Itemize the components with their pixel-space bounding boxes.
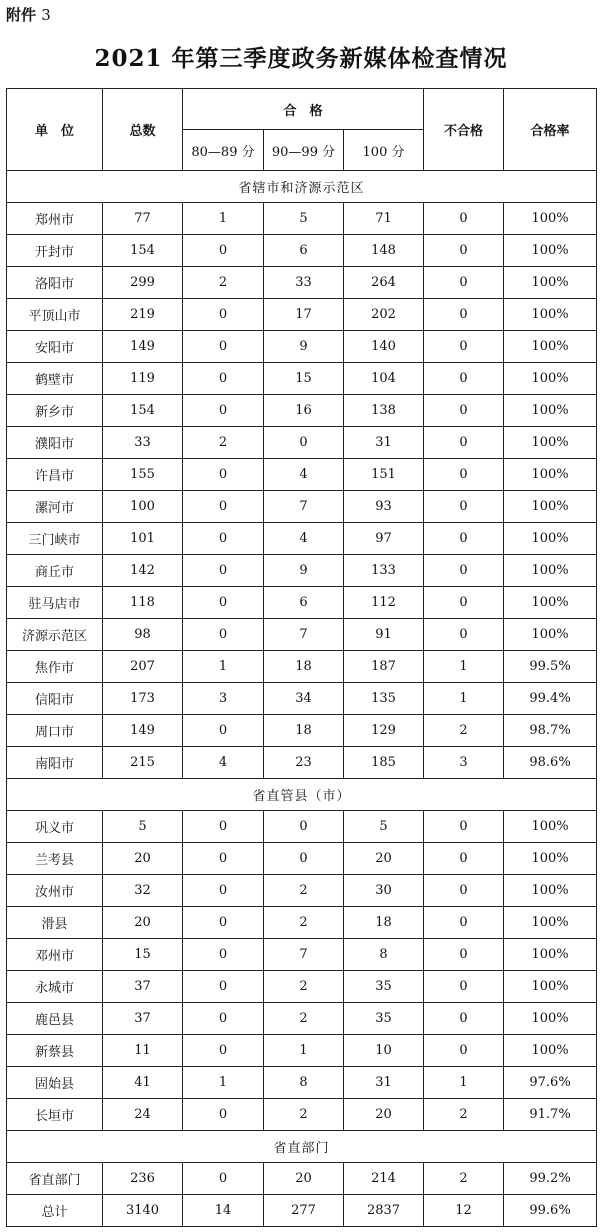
cell-unit: 驻马店市 bbox=[7, 587, 103, 619]
cell-band-90-99: 0 bbox=[264, 843, 344, 875]
header-rate: 合格率 bbox=[504, 89, 597, 171]
cell-band-80-89: 0 bbox=[183, 459, 264, 491]
cell-band-80-89: 0 bbox=[183, 619, 264, 651]
cell-rate: 98.6% bbox=[504, 747, 597, 779]
cell-rate: 100% bbox=[504, 491, 597, 523]
cell-band-100: 35 bbox=[344, 1003, 424, 1035]
cell-band-100: 31 bbox=[344, 1067, 424, 1099]
table-row bbox=[7, 1003, 597, 1035]
cell-total: 173 bbox=[103, 683, 183, 715]
cell-band-90-99: 2 bbox=[264, 1099, 344, 1131]
cell-rate: 100% bbox=[504, 587, 597, 619]
cell-rate: 100% bbox=[504, 619, 597, 651]
cell-total: 11 bbox=[103, 1035, 183, 1067]
cell-fail: 0 bbox=[424, 843, 504, 875]
cell-rate: 100% bbox=[504, 459, 597, 491]
cell-band-100: 148 bbox=[344, 235, 424, 267]
cell-unit: 鹿邑县 bbox=[7, 1003, 103, 1035]
cell-rate: 100% bbox=[504, 939, 597, 971]
cell-fail: 0 bbox=[424, 907, 504, 939]
cell-band-100: 264 bbox=[344, 267, 424, 299]
cell-band-90-99: 8 bbox=[264, 1067, 344, 1099]
cell-rate: 100% bbox=[504, 235, 597, 267]
cell-fail: 0 bbox=[424, 235, 504, 267]
cell-band-100: 18 bbox=[344, 907, 424, 939]
cell-fail: 3 bbox=[424, 747, 504, 779]
cell-band-100: 135 bbox=[344, 683, 424, 715]
cell-rate: 99.5% bbox=[504, 651, 597, 683]
cell-band-80-89: 0 bbox=[183, 875, 264, 907]
cell-total: 20 bbox=[103, 907, 183, 939]
cell-total: 77 bbox=[103, 203, 183, 235]
cell-band-90-99: 5 bbox=[264, 203, 344, 235]
cell-total: 149 bbox=[103, 331, 183, 363]
cell-band-80-89: 0 bbox=[183, 939, 264, 971]
table-row bbox=[7, 1099, 597, 1131]
section-title: 省直部门 bbox=[7, 1131, 597, 1163]
cell-fail: 0 bbox=[424, 971, 504, 1003]
table-row bbox=[7, 939, 597, 971]
cell-rate: 100% bbox=[504, 363, 597, 395]
cell-band-90-99: 7 bbox=[264, 491, 344, 523]
table-row bbox=[7, 331, 597, 363]
attachment-prefix: 附件 bbox=[6, 6, 37, 24]
cell-band-80-89: 0 bbox=[183, 235, 264, 267]
cell-fail: 0 bbox=[424, 299, 504, 331]
cell-band-90-99: 20 bbox=[264, 1163, 344, 1195]
cell-unit: 许昌市 bbox=[7, 459, 103, 491]
cell-total: 33 bbox=[103, 427, 183, 459]
cell-band-90-99: 34 bbox=[264, 683, 344, 715]
cell-band-100: 151 bbox=[344, 459, 424, 491]
cell-rate: 91.7% bbox=[504, 1099, 597, 1131]
cell-band-90-99: 1 bbox=[264, 1035, 344, 1067]
cell-rate: 98.7% bbox=[504, 715, 597, 747]
cell-band-90-99: 17 bbox=[264, 299, 344, 331]
cell-band-80-89: 0 bbox=[183, 299, 264, 331]
cell-band-100: 35 bbox=[344, 971, 424, 1003]
cell-total: 219 bbox=[103, 299, 183, 331]
table-row bbox=[7, 1035, 597, 1067]
section-row bbox=[7, 779, 597, 811]
cell-band-90-99: 0 bbox=[264, 427, 344, 459]
total-cell-total: 3140 bbox=[103, 1195, 183, 1227]
cell-total: 118 bbox=[103, 587, 183, 619]
cell-unit: 焦作市 bbox=[7, 651, 103, 683]
cell-unit: 省直部门 bbox=[7, 1163, 103, 1195]
cell-band-90-99: 18 bbox=[264, 715, 344, 747]
cell-band-100: 185 bbox=[344, 747, 424, 779]
cell-rate: 100% bbox=[504, 299, 597, 331]
cell-band-100: 10 bbox=[344, 1035, 424, 1067]
total-cell-fail: 12 bbox=[424, 1195, 504, 1227]
table-row bbox=[7, 267, 597, 299]
cell-band-80-89: 0 bbox=[183, 907, 264, 939]
cell-total: 236 bbox=[103, 1163, 183, 1195]
cell-band-100: 138 bbox=[344, 395, 424, 427]
cell-band-80-89: 0 bbox=[183, 811, 264, 843]
cell-band-100: 202 bbox=[344, 299, 424, 331]
cell-rate: 100% bbox=[504, 203, 597, 235]
table-row bbox=[7, 555, 597, 587]
total-cell-unit: 总计 bbox=[7, 1195, 103, 1227]
table-row bbox=[7, 235, 597, 267]
cell-unit: 周口市 bbox=[7, 715, 103, 747]
cell-band-80-89: 0 bbox=[183, 1099, 264, 1131]
total-cell-band-80-89: 14 bbox=[183, 1195, 264, 1227]
cell-total: 24 bbox=[103, 1099, 183, 1131]
cell-band-100: 93 bbox=[344, 491, 424, 523]
cell-band-80-89: 0 bbox=[183, 555, 264, 587]
cell-band-80-89: 0 bbox=[183, 395, 264, 427]
cell-fail: 0 bbox=[424, 1035, 504, 1067]
cell-unit: 郑州市 bbox=[7, 203, 103, 235]
table-row bbox=[7, 395, 597, 427]
section-title: 省直管县（市） bbox=[7, 779, 597, 811]
cell-band-80-89: 0 bbox=[183, 587, 264, 619]
section-row bbox=[7, 171, 597, 203]
table-row bbox=[7, 843, 597, 875]
cell-band-80-89: 0 bbox=[183, 1163, 264, 1195]
cell-rate: 100% bbox=[504, 875, 597, 907]
cell-rate: 100% bbox=[504, 267, 597, 299]
cell-band-80-89: 0 bbox=[183, 843, 264, 875]
cell-total: 215 bbox=[103, 747, 183, 779]
cell-band-90-99: 6 bbox=[264, 235, 344, 267]
cell-unit: 开封市 bbox=[7, 235, 103, 267]
cell-band-100: 104 bbox=[344, 363, 424, 395]
table-row bbox=[7, 491, 597, 523]
cell-total: 37 bbox=[103, 971, 183, 1003]
cell-unit: 三门峡市 bbox=[7, 523, 103, 555]
cell-unit: 滑县 bbox=[7, 907, 103, 939]
table-row bbox=[7, 683, 597, 715]
section-row bbox=[7, 1131, 597, 1163]
cell-total: 119 bbox=[103, 363, 183, 395]
cell-band-100: 20 bbox=[344, 1099, 424, 1131]
cell-fail: 0 bbox=[424, 395, 504, 427]
table-row bbox=[7, 811, 597, 843]
total-cell-band-90-99: 277 bbox=[264, 1195, 344, 1227]
cell-band-100: 112 bbox=[344, 587, 424, 619]
cell-rate: 100% bbox=[504, 811, 597, 843]
table-row bbox=[7, 907, 597, 939]
cell-rate: 100% bbox=[504, 331, 597, 363]
cell-unit: 安阳市 bbox=[7, 331, 103, 363]
cell-unit: 新蔡县 bbox=[7, 1035, 103, 1067]
cell-unit: 商丘市 bbox=[7, 555, 103, 587]
cell-band-100: 71 bbox=[344, 203, 424, 235]
cell-fail: 0 bbox=[424, 459, 504, 491]
cell-band-90-99: 7 bbox=[264, 939, 344, 971]
cell-total: 100 bbox=[103, 491, 183, 523]
cell-rate: 99.4% bbox=[504, 683, 597, 715]
header-fail: 不合格 bbox=[424, 89, 504, 171]
cell-total: 142 bbox=[103, 555, 183, 587]
cell-total: 207 bbox=[103, 651, 183, 683]
table-row bbox=[7, 299, 597, 331]
table-row bbox=[7, 747, 597, 779]
total-cell-band-100: 2837 bbox=[344, 1195, 424, 1227]
cell-band-80-89: 4 bbox=[183, 747, 264, 779]
cell-band-90-99: 15 bbox=[264, 363, 344, 395]
cell-rate: 100% bbox=[504, 1035, 597, 1067]
cell-unit: 平顶山市 bbox=[7, 299, 103, 331]
cell-unit: 新乡市 bbox=[7, 395, 103, 427]
cell-band-100: 133 bbox=[344, 555, 424, 587]
table-row bbox=[7, 971, 597, 1003]
cell-band-80-89: 1 bbox=[183, 651, 264, 683]
cell-unit: 洛阳市 bbox=[7, 267, 103, 299]
cell-unit: 兰考县 bbox=[7, 843, 103, 875]
cell-band-90-99: 2 bbox=[264, 907, 344, 939]
header-total: 总数 bbox=[103, 89, 183, 171]
cell-band-80-89: 1 bbox=[183, 203, 264, 235]
cell-band-100: 214 bbox=[344, 1163, 424, 1195]
cell-band-100: 97 bbox=[344, 523, 424, 555]
cell-unit: 漯河市 bbox=[7, 491, 103, 523]
cell-band-90-99: 2 bbox=[264, 1003, 344, 1035]
header-unit: 单 位 bbox=[7, 89, 103, 171]
cell-band-80-89: 0 bbox=[183, 331, 264, 363]
table-row bbox=[7, 363, 597, 395]
cell-fail: 0 bbox=[424, 555, 504, 587]
cell-band-80-89: 1 bbox=[183, 1067, 264, 1099]
cell-fail: 0 bbox=[424, 267, 504, 299]
cell-band-100: 8 bbox=[344, 939, 424, 971]
cell-band-80-89: 0 bbox=[183, 715, 264, 747]
cell-fail: 0 bbox=[424, 363, 504, 395]
cell-band-100: 31 bbox=[344, 427, 424, 459]
cell-fail: 0 bbox=[424, 491, 504, 523]
cell-band-90-99: 4 bbox=[264, 523, 344, 555]
header-band-100: 100 分 bbox=[344, 130, 424, 171]
cell-band-100: 140 bbox=[344, 331, 424, 363]
cell-band-100: 91 bbox=[344, 619, 424, 651]
table-row bbox=[7, 715, 597, 747]
cell-band-100: 187 bbox=[344, 651, 424, 683]
cell-fail: 0 bbox=[424, 619, 504, 651]
cell-unit: 永城市 bbox=[7, 971, 103, 1003]
table-row bbox=[7, 875, 597, 907]
cell-fail: 1 bbox=[424, 651, 504, 683]
cell-unit: 信阳市 bbox=[7, 683, 103, 715]
cell-band-90-99: 0 bbox=[264, 811, 344, 843]
cell-band-90-99: 4 bbox=[264, 459, 344, 491]
cell-fail: 2 bbox=[424, 1099, 504, 1131]
cell-band-80-89: 2 bbox=[183, 267, 264, 299]
table-header bbox=[7, 89, 597, 171]
cell-total: 32 bbox=[103, 875, 183, 907]
cell-band-100: 30 bbox=[344, 875, 424, 907]
cell-band-80-89: 0 bbox=[183, 491, 264, 523]
cell-total: 155 bbox=[103, 459, 183, 491]
cell-total: 101 bbox=[103, 523, 183, 555]
cell-fail: 1 bbox=[424, 1067, 504, 1099]
table-row bbox=[7, 427, 597, 459]
cell-total: 98 bbox=[103, 619, 183, 651]
header-band-80-89: 80—89 分 bbox=[183, 130, 264, 171]
cell-fail: 0 bbox=[424, 811, 504, 843]
header-pass: 合 格 bbox=[183, 89, 424, 130]
cell-fail: 0 bbox=[424, 523, 504, 555]
cell-rate: 100% bbox=[504, 555, 597, 587]
cell-band-80-89: 2 bbox=[183, 427, 264, 459]
cell-rate: 100% bbox=[504, 843, 597, 875]
cell-unit: 长垣市 bbox=[7, 1099, 103, 1131]
total-cell-rate: 99.6% bbox=[504, 1195, 597, 1227]
cell-rate: 100% bbox=[504, 971, 597, 1003]
table-row bbox=[7, 1163, 597, 1195]
cell-band-90-99: 6 bbox=[264, 587, 344, 619]
cell-total: 20 bbox=[103, 843, 183, 875]
table-row bbox=[7, 619, 597, 651]
cell-band-80-89: 0 bbox=[183, 1003, 264, 1035]
table-row bbox=[7, 1067, 597, 1099]
cell-total: 154 bbox=[103, 235, 183, 267]
cell-fail: 2 bbox=[424, 1163, 504, 1195]
cell-fail: 0 bbox=[424, 1003, 504, 1035]
cell-band-80-89: 0 bbox=[183, 1035, 264, 1067]
cell-unit: 济源示范区 bbox=[7, 619, 103, 651]
cell-unit: 濮阳市 bbox=[7, 427, 103, 459]
header-band-90-99: 90—99 分 bbox=[264, 130, 344, 171]
cell-total: 37 bbox=[103, 1003, 183, 1035]
inspection-table bbox=[6, 88, 597, 1227]
section-title: 省辖市和济源示范区 bbox=[7, 171, 597, 203]
cell-unit: 鹤壁市 bbox=[7, 363, 103, 395]
cell-fail: 0 bbox=[424, 875, 504, 907]
cell-band-90-99: 7 bbox=[264, 619, 344, 651]
cell-total: 15 bbox=[103, 939, 183, 971]
cell-rate: 100% bbox=[504, 907, 597, 939]
table-row bbox=[7, 523, 597, 555]
cell-fail: 0 bbox=[424, 331, 504, 363]
cell-fail: 1 bbox=[424, 683, 504, 715]
cell-total: 299 bbox=[103, 267, 183, 299]
cell-band-90-99: 2 bbox=[264, 875, 344, 907]
cell-band-100: 129 bbox=[344, 715, 424, 747]
table-row bbox=[7, 587, 597, 619]
cell-unit: 邓州市 bbox=[7, 939, 103, 971]
cell-band-90-99: 9 bbox=[264, 331, 344, 363]
cell-band-90-99: 16 bbox=[264, 395, 344, 427]
cell-band-90-99: 33 bbox=[264, 267, 344, 299]
cell-band-90-99: 23 bbox=[264, 747, 344, 779]
cell-rate: 99.2% bbox=[504, 1163, 597, 1195]
cell-band-80-89: 0 bbox=[183, 523, 264, 555]
cell-rate: 100% bbox=[504, 1003, 597, 1035]
cell-rate: 100% bbox=[504, 395, 597, 427]
cell-unit: 固始县 bbox=[7, 1067, 103, 1099]
cell-band-100: 5 bbox=[344, 811, 424, 843]
cell-unit: 巩义市 bbox=[7, 811, 103, 843]
cell-fail: 2 bbox=[424, 715, 504, 747]
cell-rate: 97.6% bbox=[504, 1067, 597, 1099]
cell-band-100: 20 bbox=[344, 843, 424, 875]
cell-band-90-99: 2 bbox=[264, 971, 344, 1003]
cell-rate: 100% bbox=[504, 523, 597, 555]
cell-total: 154 bbox=[103, 395, 183, 427]
cell-band-90-99: 9 bbox=[264, 555, 344, 587]
cell-unit: 汝州市 bbox=[7, 875, 103, 907]
cell-total: 149 bbox=[103, 715, 183, 747]
cell-fail: 0 bbox=[424, 587, 504, 619]
cell-band-90-99: 18 bbox=[264, 651, 344, 683]
cell-unit: 南阳市 bbox=[7, 747, 103, 779]
cell-total: 5 bbox=[103, 811, 183, 843]
cell-band-80-89: 3 bbox=[183, 683, 264, 715]
table-row bbox=[7, 651, 597, 683]
cell-fail: 0 bbox=[424, 427, 504, 459]
table-row bbox=[7, 203, 597, 235]
table-body bbox=[7, 171, 597, 1227]
cell-band-80-89: 0 bbox=[183, 363, 264, 395]
total-row bbox=[7, 1195, 597, 1227]
page-title: 2021 年第三季度政务新媒体检查情况 bbox=[94, 45, 508, 72]
cell-total: 41 bbox=[103, 1067, 183, 1099]
attachment-label bbox=[6, 4, 51, 25]
cell-fail: 0 bbox=[424, 939, 504, 971]
cell-rate: 100% bbox=[504, 427, 597, 459]
attachment-number: 3 bbox=[41, 6, 51, 24]
cell-fail: 0 bbox=[424, 203, 504, 235]
table-row bbox=[7, 459, 597, 491]
cell-band-80-89: 0 bbox=[183, 971, 264, 1003]
